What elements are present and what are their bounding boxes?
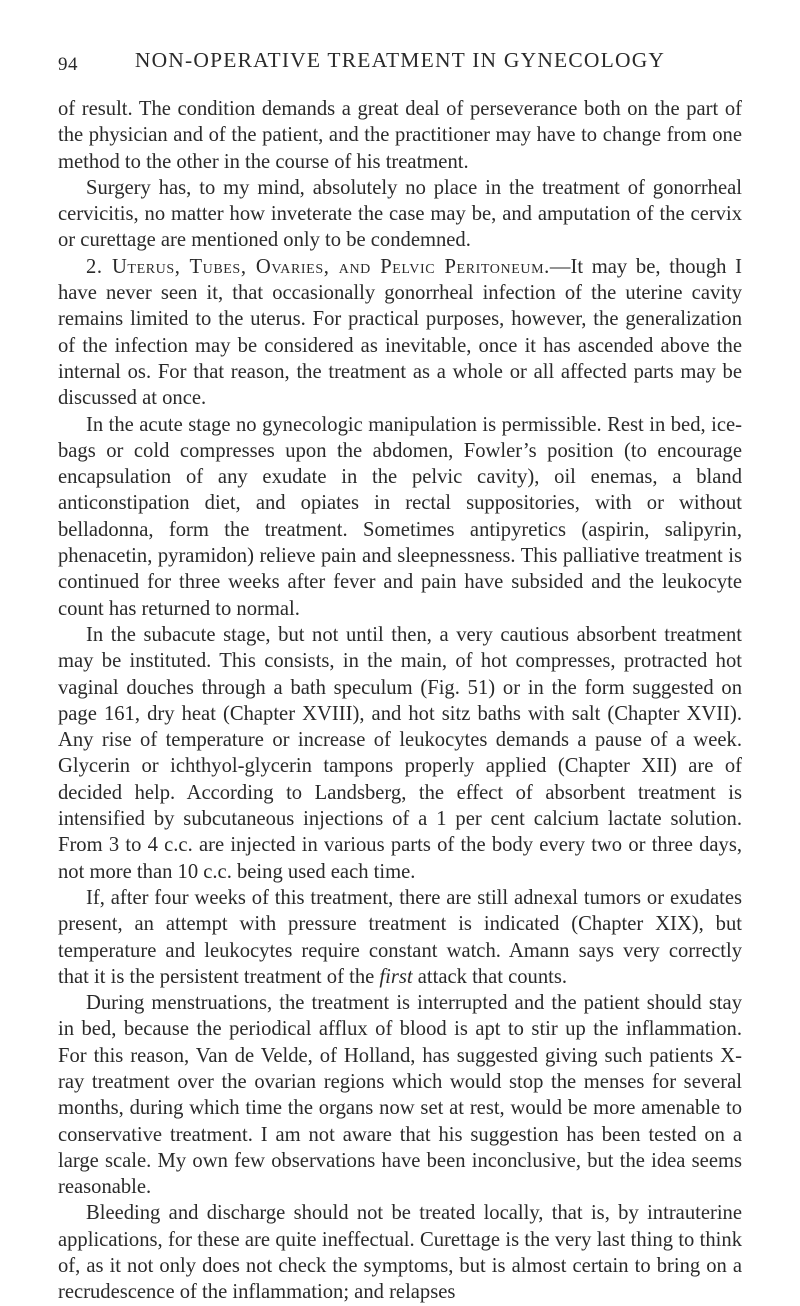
paragraph-7: During menstruations, the treatment is interrupted and the patient should stay in bed, because the periodical afflux of blood is apt to stir up the inflammation. For this reason, Van de Velde, of Holland, has suggested giving such patients X-ray treatment over the ovarian regions which would stop the menses for several months, during which time the organs now set at rest, would be more amenable to conservative treatment. I am not aware that his suggestion has been tested on a large scale. My own few observations have been inconclusive, but the idea seems reasonable. bbox=[58, 992, 742, 1199]
paragraph-4: In the acute stage no gynecologic manipulation is permissible. Rest in bed, ice-bags or cold compresses upon the abdomen, Fowler’s position (to encourage encapsulation of any exudate in the pelvic cavity), oil enemas, a bland anticonstipation diet, and opiates in rectal suppositories, with or without belladonna, form the treatment. Sometimes antipyretics (aspirin, salipyrin, phenacetin, pyramidon) relieve pain and sleepnessness. This palliative treatment is continued for three weeks after fever and pain have subsided and the leukocyte count has returned to normal. bbox=[58, 413, 742, 620]
paragraph-3 bbox=[58, 254, 742, 412]
paragraph-2: Surgery has, to my mind, absolutely no place in the treatment of gonorrheal cervicitis, no matter how inveterate the case may be, and amputation of the cervix or curettage are mentioned only to be condemned. bbox=[58, 176, 742, 252]
paragraph-3-text: —It may be, though I have never seen it, that occasionally gonorrheal infection of the uterine cavity remains limited to the uterus. For practical purposes, however, the generalization of the infection may be considered as inevitable, once it has ascended above the internal os. For that reason, the treatment as a whole or all affected parts may be discussed at once. bbox=[58, 255, 742, 410]
paragraph-1: of result. The condition demands a great deal of perseverance both on the part of the physician and of the patient, and the practitioner may have to change from one method to the other in the course of his treatment. bbox=[58, 98, 742, 173]
body-text bbox=[58, 96, 742, 1306]
paragraph-8: Bleeding and discharge should not be treated locally, that is, by intrauterine applications, for these are quite ineffectual. Curettage is the very last thing to think of, as it not only does not check the symptoms, but is almost certain to bring on a recrudescence of the inflammation; and relapses bbox=[58, 1202, 742, 1304]
running-head: NON-OPERATIVE TREATMENT IN GYNECOLOGY bbox=[134, 48, 666, 72]
paragraph-6 bbox=[58, 885, 742, 990]
page-number: 94 bbox=[58, 54, 78, 75]
page-header bbox=[58, 38, 742, 75]
paragraph-6-text-b: attack that counts. bbox=[412, 965, 568, 988]
paragraph-6-text-a: If, after four weeks of this treatment, there are still adnexal tumors or exudates present, an attempt with pressure treatment is indicated (Chapter XIX), but temperature and leukocytes require constant watch. Amann says very correctly that it is the persistent treatment of the bbox=[58, 886, 742, 988]
section-heading: 2. Uterus, Tubes, Ovaries, and Pelvic Peritoneum. bbox=[86, 255, 550, 278]
paragraph-5: In the subacute stage, but not until then, a very cautious absorbent treatment may be instituted. This consists, in the main, of hot compresses, protracted hot vaginal douches through a bath speculum (Fig. 51) or in the form suggested on page 161, dry heat (Chapter XVIII), and hot sitz baths with salt (Chapter XVII). Any rise of temperature or increase of leukocytes demands a pause of a week. Glycerin or ichthyol-glycerin tampons properly applied (Chapter XII) are of decided help. According to Landsberg, the effect of absorbent treatment is intensified by subcutaneous injections of a 1 per cent calcium lactate solution. From 3 to 4 c.c. are injected in various parts of the body every two or three days, not more than 10 c.c. being used each time. bbox=[58, 623, 742, 883]
emphasis-first: first bbox=[379, 965, 413, 988]
